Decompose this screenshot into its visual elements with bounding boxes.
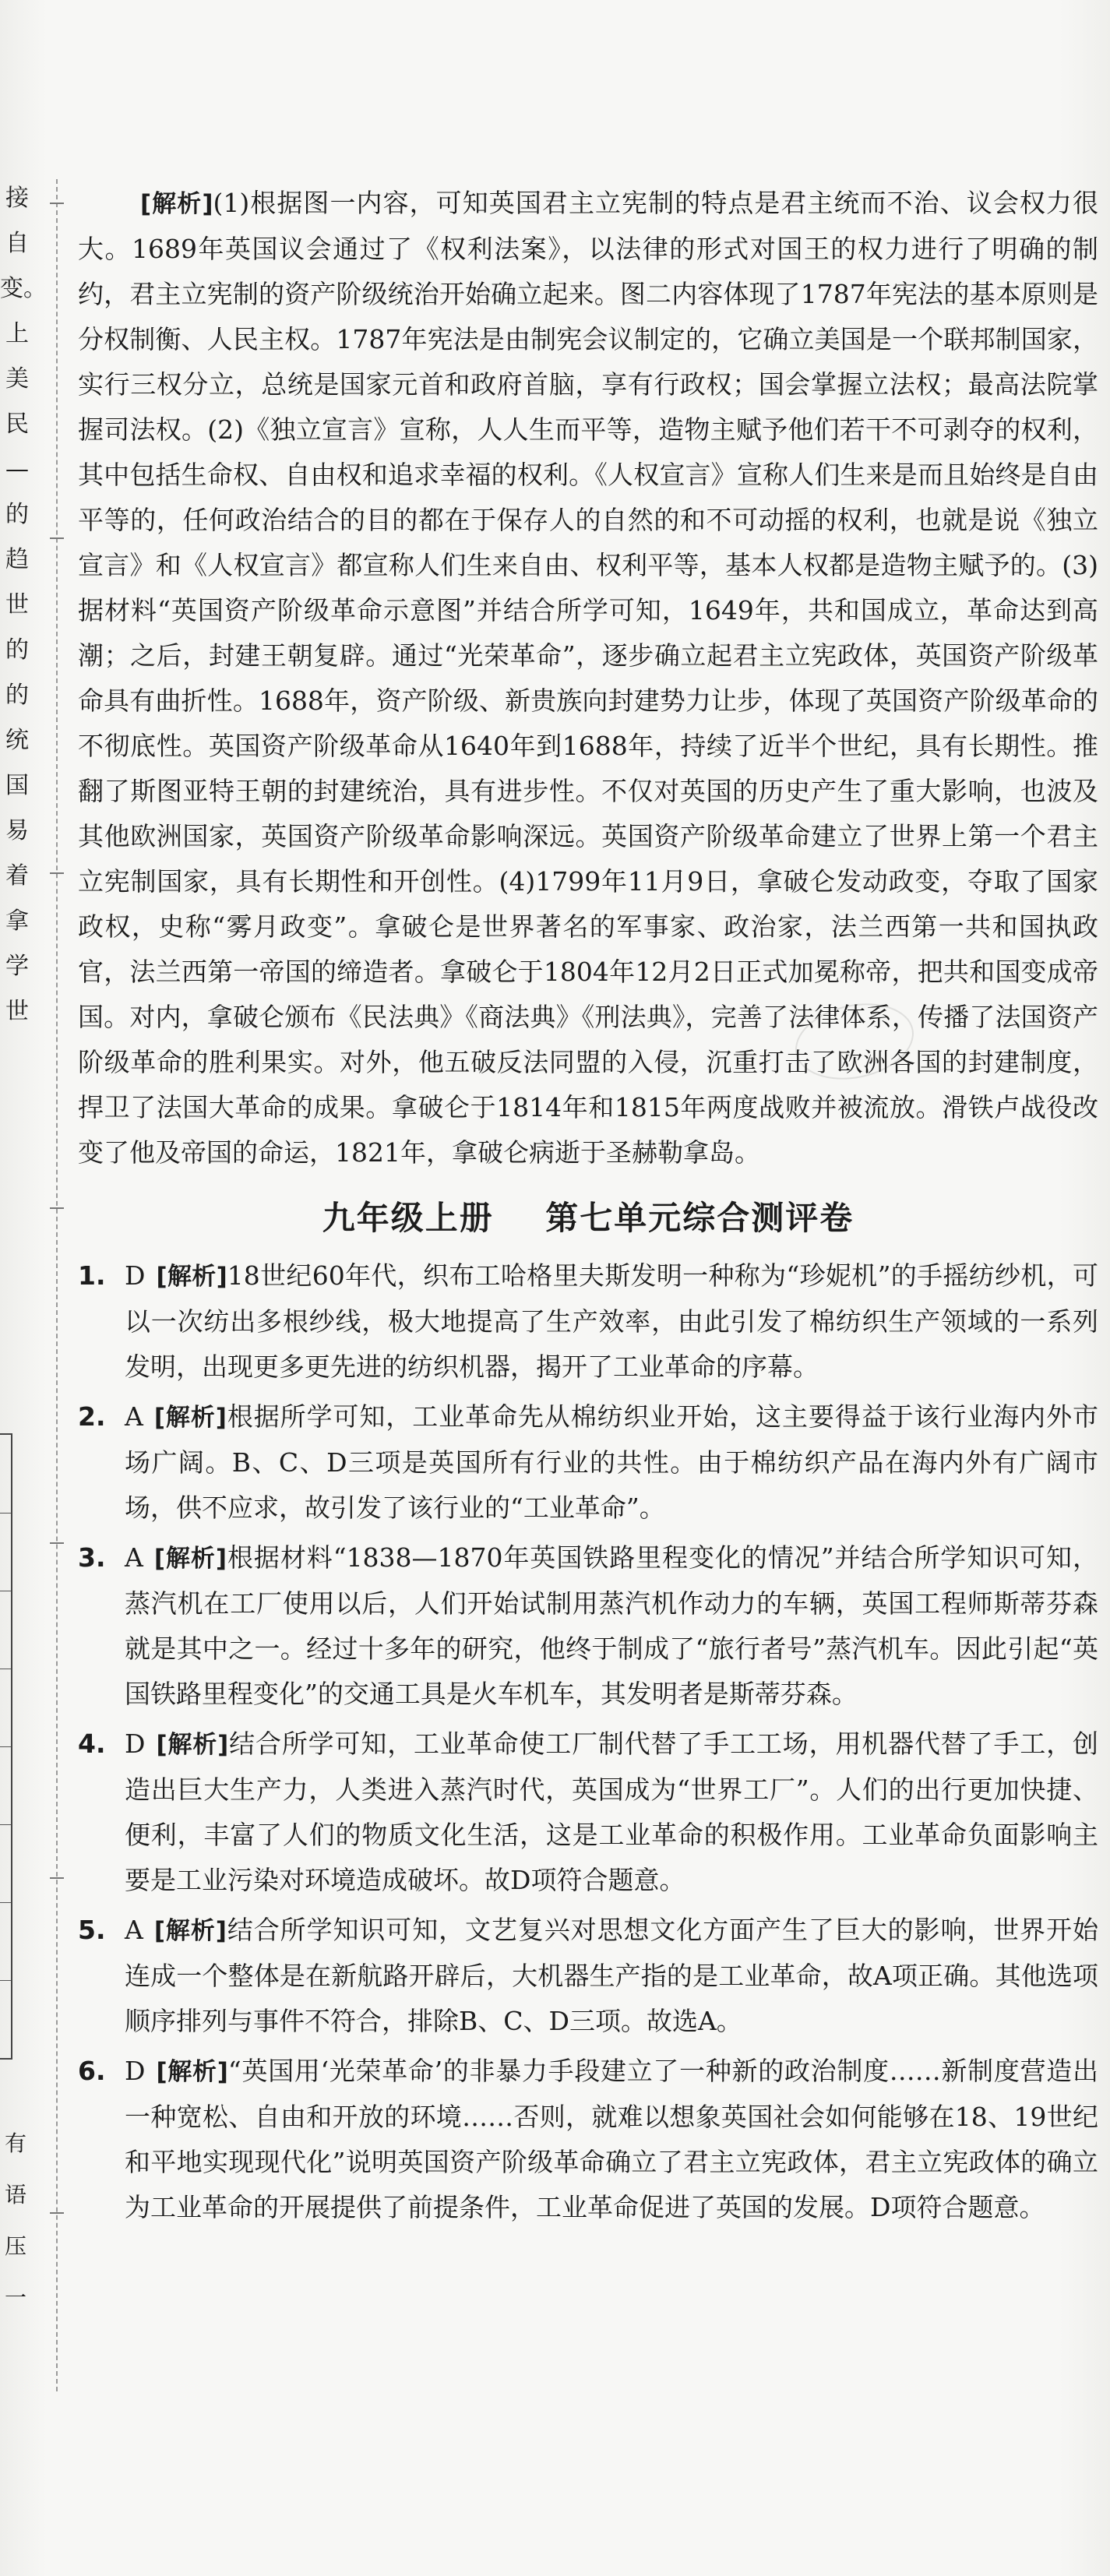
analysis-text: “英国用‘光荣革命’的非暴力手段建立了一种新的政治制度……新制度营造出一种宽松、自由和开放的环境……否则，就难以想象英国社会如何能够在18、19世纪和平地实现现代化”说明英国资产阶级革命确立了君主立宪政体，君主立宪政体的确立为工业革命的开展提供了前提条件，工业革命促进了英国的发展。D项符合题意。	[125, 2056, 1098, 2222]
left-fragment-char: 民	[5, 411, 29, 438]
question-number: 1.	[78, 1260, 106, 1291]
binding-line	[56, 179, 58, 2391]
answer-choice: A	[125, 1542, 143, 1573]
binding-tick	[50, 537, 64, 539]
analysis-tag: [解析]	[156, 1731, 229, 1759]
question-number: 4.	[78, 1728, 106, 1759]
answer-body	[125, 1908, 1098, 2044]
left-fragment-char: 一	[4, 2285, 26, 2310]
left-fragment-char: 着	[5, 862, 29, 890]
answer-item	[78, 2049, 1098, 2230]
left-fragment-char: 接	[5, 185, 29, 212]
left-fragment-char: —	[5, 456, 29, 483]
answer-choice: A	[125, 1915, 143, 1945]
answer-body	[125, 1394, 1098, 1531]
answer-choice: D	[125, 1728, 146, 1759]
left-fragment-char: 拿	[5, 907, 29, 935]
left-fragment-char: 语	[4, 2182, 26, 2208]
answer-choice: A	[125, 1401, 143, 1432]
answer-choice: D	[125, 2056, 146, 2086]
binding-tick	[50, 872, 64, 874]
analysis-text: 结合所学知识可知，文艺复兴对思想文化方面产生了巨大的影响，世界开始连成一个整体是在新航路开辟后，大机器生产指的是工业革命，故A项正确。其他选项顺序排列与事件不符合，排除B、C、D三项。故选A。	[125, 1915, 1098, 2036]
analysis-tag: [解析]	[156, 2058, 228, 2086]
left-fragment-char: 世	[5, 998, 29, 1025]
analysis-text: 根据所学可知，工业革命先从棉纺织业开始，这主要得益于该行业海内外市场广阔。B、C、D三项是英国所有行业的共性。由于棉纺织产品在海内外有广阔市场，供不应求，故引发了该行业的“工业革命”。	[125, 1401, 1098, 1523]
left-fragment-char: 的	[5, 682, 29, 709]
left-fragment-char: 易	[5, 817, 29, 844]
analysis-text: 结合所学可知，工业革命使工厂制代替了手工工场，用机器代替了手工，创造出巨大生产力，人类进入蒸汽时代，英国成为“世界工厂”。人们的出行更加快捷、便利，丰富了人们的物质文化生活，这是工业革命的积极作用。工业革命负面影响主要是工业污染对环境造成破坏。故D项符合题意。	[125, 1728, 1098, 1895]
left-fragment-char: 世	[5, 591, 29, 618]
binding-tick	[50, 1877, 64, 1879]
answer-body	[125, 1721, 1098, 1903]
analysis-tag: [解析]	[156, 1263, 227, 1291]
answer-item	[78, 1253, 1098, 1390]
analysis-tag: [解析]	[140, 190, 213, 218]
question-number: 3.	[78, 1542, 106, 1573]
answer-item	[78, 1721, 1098, 1903]
left-fragment-char: 学	[5, 953, 29, 980]
answer-body	[125, 2049, 1098, 2230]
answer-item	[78, 1908, 1098, 2044]
analysis-tag: [解析]	[153, 1545, 227, 1573]
answer-item	[78, 1535, 1098, 1717]
left-fragment-char: 上	[5, 320, 29, 347]
analysis-text: (1)根据图一内容，可知英国君主立宪制的特点是君主统而不治、议会权力很大。1689年英国议会通过了《权利法案》，以法律的形式对国王的权力进行了明确的制约，君主立宪制的资产阶级统治开始确立起来。图二内容体现了1787年宪法的基本原则是分权制衡、人民主权。1787年宪法是由制宪会议制定的，它确立美国是一个联邦制国家，实行三权分立，总统是国家元首和政府首脑，享有行政权；国会掌握立法权；最高法院掌握司法权。(2)《独立宣言》宣称，人人生而平等，造物主赋予他们若干不可剥夺的权利，其中包括生命权、自由权和追求幸福的权利。《人权宣言》宣称人们生来是而且始终是自由平等的，任何政治结合的目的都在于保存人的自然的和不可动摇的权利，也就是说《独立宣言》和《人权宣言》都宣称人们生来自由、权利平等，基本人权都是造物主赋予的。(3)据材料“英国资产阶级革命示意图”并结合所学可知，1649年，共和国成立，革命达到高潮；之后，封建王朝复辟。通过“光荣革命”，逐步确立起君主立宪政体，英国资产阶级革命具有曲折性。1688年，资产阶级、新贵族向封建势力让步，体现了英国资产阶级革命的不彻底性。英国资产阶级革命从1640年到1688年，持续了近半个世纪，具有长期性。推翻了斯图亚特王朝的封建统治，具有进步性。不仅对英国的历史产生了重大影响，也波及其他欧洲国家，英国资产阶级革命影响深远。英国资产阶级革命建立了世界上第一个君主立宪制国家，具有长期性和开创性。(4)1799年11月9日，拿破仑发动政变，夺取了国家政权，史称“雾月政变”。拿破仑是世界著名的军事家、政治家，法兰西第一共和国执政官，法兰西第一帝国的缔造者。拿破仑于1804年12月2日正式加冕称帝，把共和国变成帝国。对内，拿破仑颁布《民法典》《商法典》《刑法典》，完善了法律体系，传播了法国资产阶级革命的胜利果实。对外，他五破反法同盟的入侵，沉重打击了欧洲各国的封建制度，捍卫了法国大革命的成果。拿破仑于1814年和1815年两度战败并被流放。滑铁卢战役改变了他及帝国的命运，1821年，拿破仑病逝于圣赫勒拿岛。	[78, 188, 1098, 1168]
answer-list	[78, 1253, 1098, 2230]
answer-item	[78, 1394, 1098, 1531]
left-fragment-char: 有	[4, 2130, 26, 2156]
left-column-fragment-bottom	[0, 2119, 31, 2324]
left-fragment-char: 自	[5, 230, 29, 257]
question-number: 2.	[78, 1401, 106, 1432]
left-fragment-char: 变。	[0, 275, 47, 302]
analysis-text: 18世纪60年代，织布工哈格里夫斯发明一种称为“珍妮机”的手摇纺纱机，可以一次纺出多根纱线，极大地提高了生产效率，由此引发了棉纺织生产领域的一系列发明，出现更多更先进的纺织机器，揭开了工业革命的序幕。	[125, 1260, 1098, 1382]
left-fragment-char: 国	[5, 772, 29, 799]
binding-tick	[50, 2212, 64, 2214]
question-number: 5.	[78, 1915, 106, 1945]
left-table-fragment	[0, 1433, 12, 2060]
left-fragment-char: 美	[5, 365, 29, 393]
analysis-tag: [解析]	[153, 1917, 227, 1945]
answer-body	[125, 1253, 1098, 1390]
binding-tick	[50, 1542, 64, 1544]
answer-body	[125, 1535, 1098, 1717]
section-title: 九年级上册 第七单元综合测评卷	[322, 1199, 855, 1237]
question-number: 6.	[78, 2056, 106, 2086]
left-fragment-char: 趋	[5, 546, 29, 573]
main-content	[78, 181, 1098, 2235]
left-fragment-char: 统	[5, 727, 29, 754]
left-fragment-char: 的	[5, 501, 29, 528]
answer-choice: D	[125, 1260, 146, 1291]
intro-analysis	[78, 181, 1098, 1175]
left-fragment-char: 压	[4, 2233, 26, 2259]
left-fragment-char: 的	[5, 636, 29, 664]
analysis-tag: [解析]	[153, 1404, 227, 1432]
binding-tick	[50, 1207, 64, 1209]
analysis-text: 根据材料“1838—1870年英国铁路里程变化的情况”并结合所学知识可知，蒸汽机在工厂使用以后，人们开始试制用蒸汽机作动力的车辆，英国工程师斯蒂芬森就是其中之一。经过十多年的研究，他终于制成了“旅行者号”蒸汽机车。因此引起“英国铁路里程变化”的交通工具是火车机车，其发明者是斯蒂芬森。	[125, 1542, 1098, 1709]
left-column-fragment	[0, 179, 47, 1038]
binding-tick	[50, 203, 64, 204]
